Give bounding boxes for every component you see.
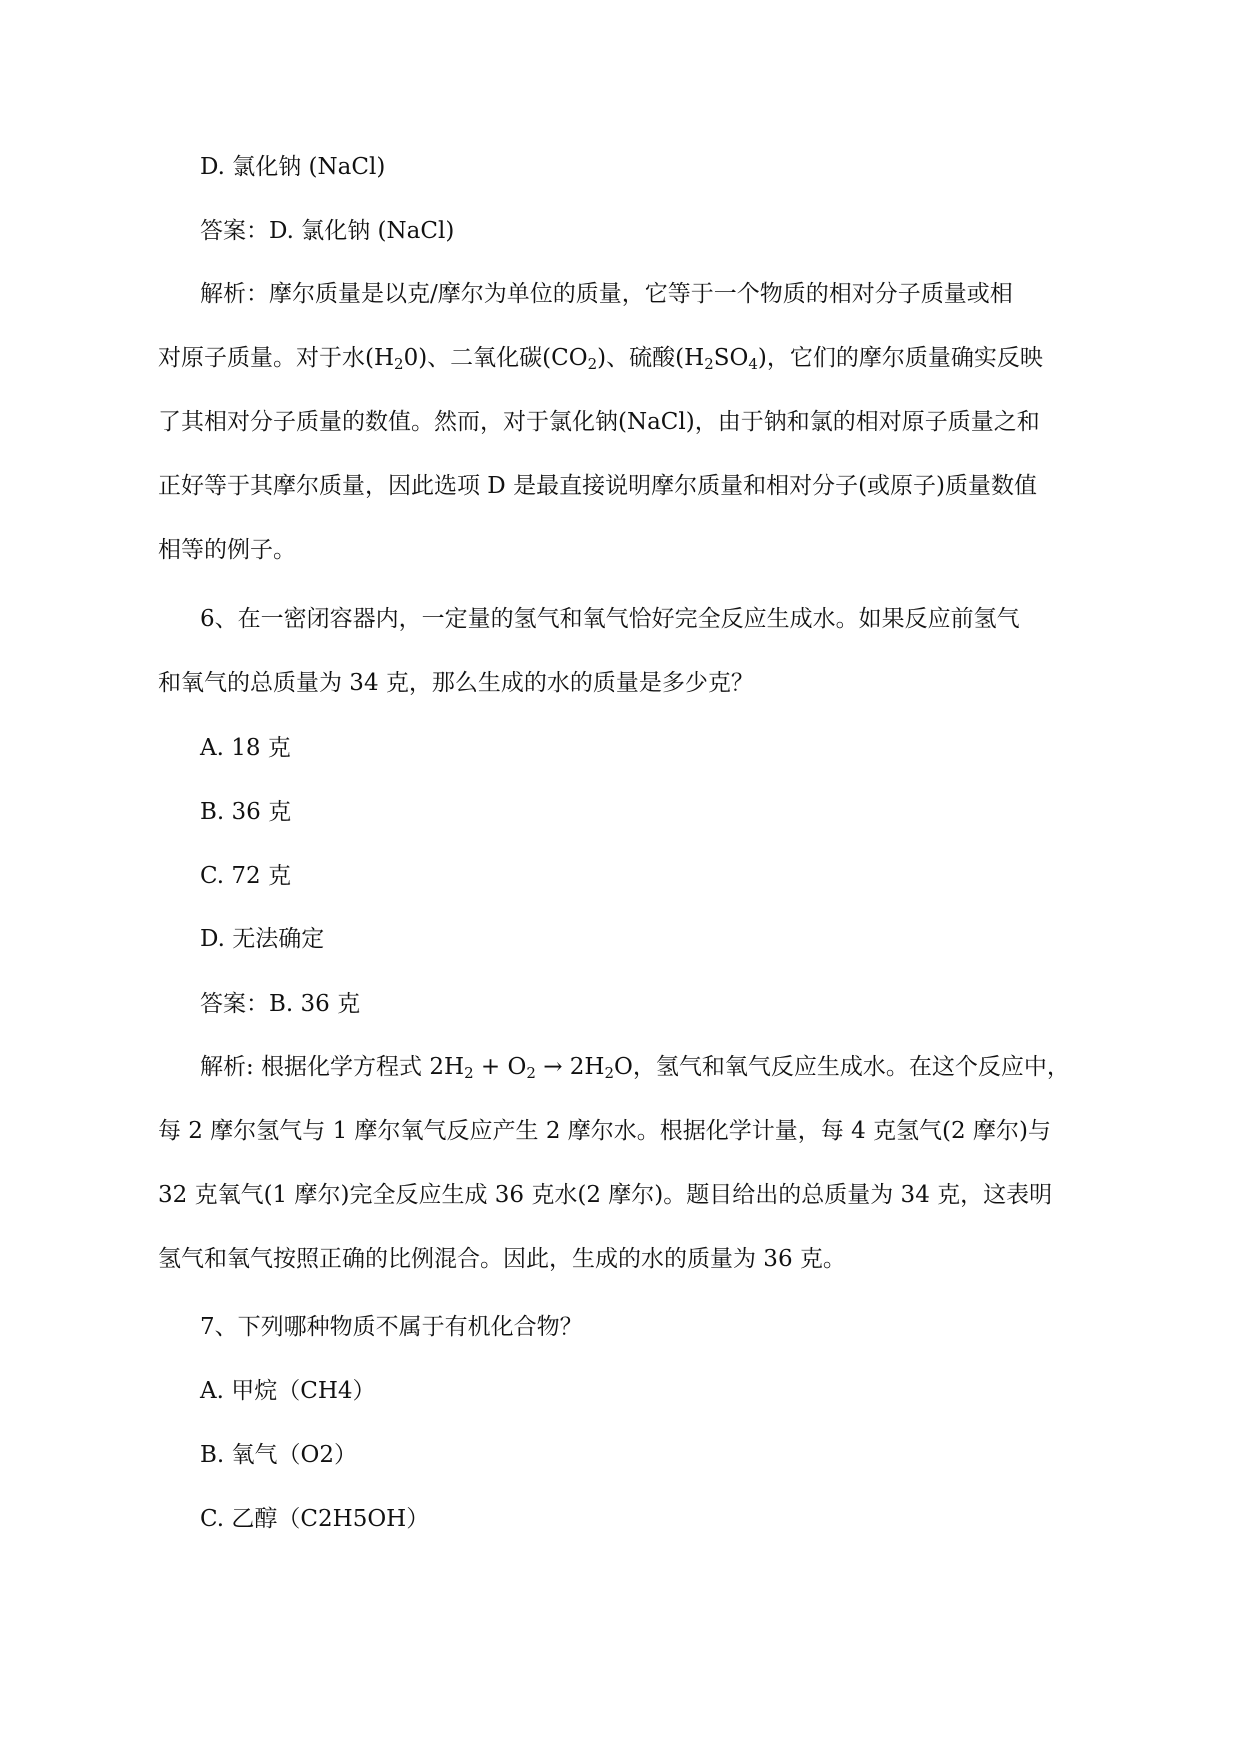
- q6-option-d: D. 无法确定: [200, 926, 325, 952]
- q7-question: 7、下列哪种物质不属于有机化合物？: [200, 1314, 583, 1340]
- q5-option-d: D. 氯化钠 (NaCl): [200, 154, 386, 180]
- q6-analysis-line: 每 2 摩尔氢气与 1 摩尔氧气反应产生 2 摩尔水。根据化学计量，每 4 克氢气(2 摩尔)与: [158, 1118, 1051, 1144]
- q6-question: [158, 602, 1088, 730]
- q5-answer: 答案：D. 氯化钠 (NaCl): [200, 218, 455, 244]
- q6-analysis: [158, 1050, 1088, 1306]
- q6-analysis-line: 解析: 根据化学方程式 $2H_2 + O_2 \to 2H_2O$，氢气和氧气反应生成水。在这个反应中，: [200, 1054, 1070, 1082]
- q6-option-b: B. 36 克: [200, 799, 292, 825]
- q7-option-c: C. 乙醇（C2H5OH）: [200, 1506, 430, 1532]
- q7-option-b: B. 氧气（O2）: [200, 1442, 358, 1468]
- q5-analysis-line: 对原子质量。对于水$(H_20)$、二氧化碳$(CO_2)$、硫酸$(H_2SO_4)$，它们的摩尔质量确实反映: [158, 345, 1043, 373]
- q6-analysis-line: 32 克氧气(1 摩尔)完全反应生成 36 克水(2 摩尔)。题目给出的总质量为 34 克，这表明: [158, 1182, 1053, 1208]
- q5-analysis-line: 相等的例子。: [158, 537, 296, 563]
- q6-option-a: A. 18 克: [200, 735, 291, 761]
- q5-analysis-line: 正好等于其摩尔质量，因此选项 D 是最直接说明摩尔质量和相对分子(或原子)质量数值: [158, 473, 1038, 499]
- q6-question-line: 6、在一密闭容器内，一定量的氢气和氧气恰好完全反应生成水。如果反应前氢气: [200, 606, 1020, 632]
- q7-option-a: A. 甲烷（CH4）: [200, 1378, 376, 1404]
- q6-analysis-line: 氢气和氧气按照正确的比例混合。因此，生成的水的质量为 36 克。: [158, 1246, 846, 1272]
- q5-analysis-line: 解析：摩尔质量是以克/摩尔为单位的质量，它等于一个物质的相对分子质量或相: [200, 281, 1013, 307]
- q6-question-line: 和氧气的总质量为 34 克，那么生成的水的质量是多少克？: [158, 670, 754, 696]
- q5-analysis-line: 了其相对分子质量的数值。然而，对于氯化钠(NaCl)，由于钠和氯的相对原子质量之和: [158, 409, 1040, 435]
- q6-answer: 答案：B. 36 克: [200, 991, 361, 1017]
- q6-option-c: C. 72 克: [200, 863, 291, 889]
- q5-analysis: [158, 277, 1088, 597]
